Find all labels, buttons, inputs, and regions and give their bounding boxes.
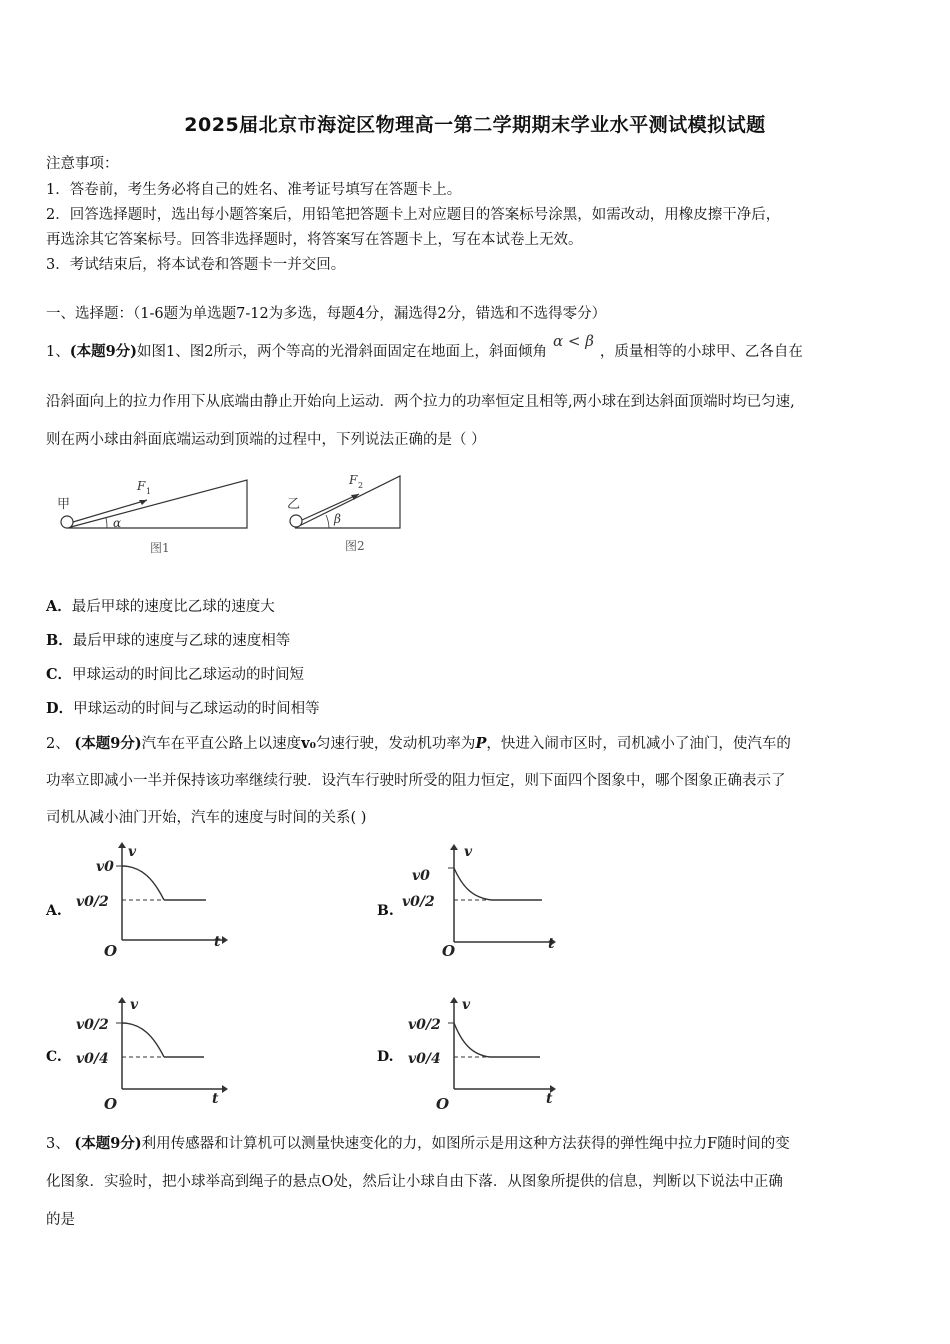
incline-figure-1 [55,470,255,560]
question-text: ，质量相等的小球甲、乙各自在 [599,344,803,360]
graph-option-a[interactable] [70,840,230,960]
question-score: (本题9分) [69,343,138,360]
origin-label: O [442,942,456,960]
lower-value-label: v0/4 [408,1051,441,1067]
ball-label-2: 乙 [287,497,301,512]
force-subscript-1: 1 [146,487,152,496]
option-letter: D． [46,700,74,717]
ball-yi [290,515,302,527]
graph-option-b-label[interactable]: B. [377,903,394,919]
question-score: (本题9分) [74,1135,142,1152]
notice-item: 3．考试结束后，将本试卷和答题卡一并交回。 [46,257,346,273]
lower-value-label: v0/2 [76,894,109,910]
symbol-p: P [475,735,487,752]
upper-value-label: v0/2 [408,1017,441,1033]
axis-t-label: t [548,936,555,952]
graph-option-a-label[interactable]: A. [46,903,62,919]
option-a[interactable] [46,595,275,616]
question-2-line2: 功率立即减小一半并保持该功率继续行驶．设汽车行驶时所受的阻力恒定，则下面四个图象中，哪个图象正确表示了 [46,773,786,789]
option-letter: C． [46,666,73,683]
notice-item: 再选涂其它答案标号。回答非选择题时，将答案写在答题卡上，写在本试卷上无效。 [46,232,583,248]
origin-label: O [104,942,118,960]
graph-option-d[interactable] [402,995,562,1115]
lower-value-label: v0/4 [76,1051,109,1067]
option-text: 最后甲球的速度比乙球的速度大 [71,599,275,615]
force-label-2: F [349,473,358,487]
question-2-line3: 司机从减小油门开始，汽车的速度与时间的关系( ) [46,810,367,826]
velocity-curve [122,866,164,900]
option-text: 甲球运动的时间与乙球运动的时间相等 [73,701,320,717]
axis-t-label: t [212,1091,219,1107]
axis-v-label: v [130,997,139,1013]
axis-v-label: v [128,844,137,860]
option-b[interactable] [46,629,290,650]
lower-value-label: v0/2 [402,894,435,910]
graph-option-d-label[interactable]: D. [377,1049,394,1065]
force-subscript-2: 2 [358,481,364,490]
axis-t-label: t [214,934,221,950]
graph-option-c[interactable] [70,995,230,1115]
axis-t-label: t [546,1091,553,1107]
option-letter: A． [46,598,72,615]
incline-figure-2 [287,468,417,560]
upper-value-label: v0 [96,859,114,875]
option-c[interactable] [46,663,304,684]
force-label-1: F [137,479,146,493]
question-2-line1 [46,732,791,753]
angle-label-1: α [113,516,122,530]
velocity-curve [454,868,492,900]
question-text: ，快进入闹市区时，司机减小了油门，使汽车的 [486,736,791,752]
question-text: 如图1、图2所示，两个等高的光滑斜面固定在地面上，斜面倾角 [137,344,547,360]
notice-item: 1．答卷前，考生务必将自己的姓名、准考证号填写在答题卡上。 [46,182,462,198]
axis-v-label: v [462,997,471,1013]
question-3-line3: 的是 [46,1212,75,1228]
graph-option-b[interactable] [402,842,562,962]
question-1-line2: 沿斜面向上的拉力作用下从底端由静止开始向上运动．两个拉力的功率恒定且相等,两小球在到达斜面顶端时均已匀速, [46,394,795,410]
upper-value-label: v0 [412,868,430,884]
axis-v-label: v [464,844,473,860]
question-number: 2、 [46,736,70,752]
incline-2 [295,476,400,528]
option-text: 甲球运动的时间比乙球运动的时间短 [72,667,305,683]
question-3-line2: 化图象．实验时，把小球举高到绳子的悬点O处，然后让小球自由下落．从图象所提供的信息，判断以下说法中正确 [46,1174,783,1190]
notice-item: 2．回答选择题时，选出每小题答案后，用铅笔把答题卡上对应题目的答案标号涂黑，如需改动，用橡皮擦干净后， [46,207,781,223]
question-number: 3、 [46,1136,70,1152]
ball-label-1: 甲 [57,497,71,512]
figure-caption-2: 图2 [345,539,365,553]
question-score: (本题9分) [74,735,142,752]
incline-1 [67,480,247,528]
page-title: 2025届北京市海淀区物理高一第二学期期末学业水平测试模拟试题 [184,114,766,136]
question-3-line1 [46,1132,790,1153]
angle-label-2: β [334,512,341,526]
question-1-line3: 则在两小球由斜面底端运动到顶端的过程中，下列说法正确的是（ ） [46,432,486,448]
question-number: 1、 [46,344,70,360]
question-text: 汽车在平直公路上以速度 [141,736,302,752]
question-text: 利用传感器和计算机可以测量快速变化的力，如图所示是用这种方法获得的弹性绳中拉力F随时间的变 [141,1136,790,1152]
option-text: 最后甲球的速度与乙球的速度相等 [72,633,291,649]
section-heading: 一、选择题：（1-6题为单选题7-12为多选，每题4分，漏选得2分，错选和不选得零分） [46,306,607,322]
velocity-curve [454,1023,490,1057]
upper-value-label: v0/2 [76,1017,109,1033]
ball-jia [61,516,73,528]
graph-option-c-label[interactable]: C. [46,1049,62,1065]
figure-caption-1: 图1 [150,541,170,555]
notice-heading: 注意事项： [46,156,119,172]
question-text: 匀速行驶，发动机功率为 [315,736,476,752]
velocity-curve [122,1023,164,1057]
option-letter: B． [46,632,73,649]
option-d[interactable] [46,697,320,718]
symbol-v0: v₀ [301,735,316,752]
origin-label: O [104,1095,118,1113]
question-1-line1 [46,332,803,361]
origin-label: O [436,1095,450,1113]
angle-condition: α < β [553,332,594,350]
